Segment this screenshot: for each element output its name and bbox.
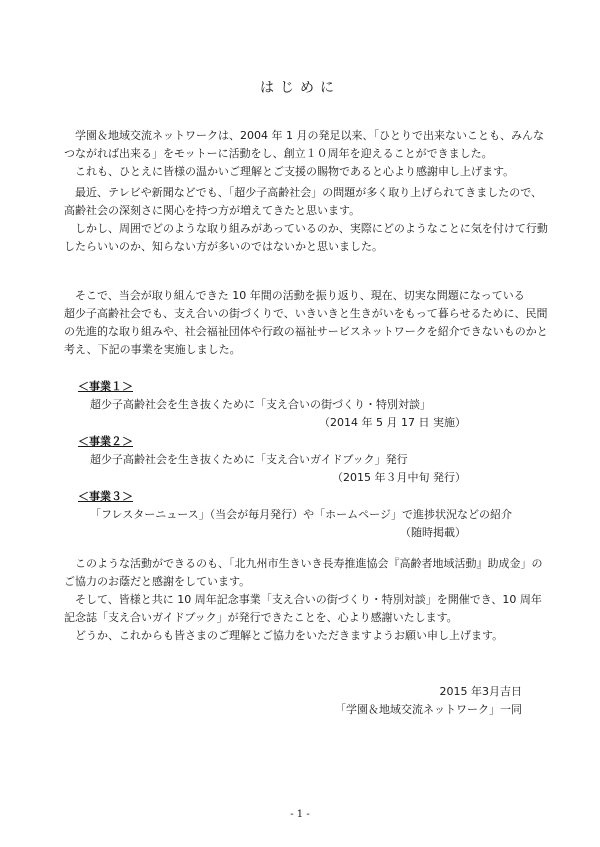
project-item: [78, 378, 538, 432]
project-description: 超少子高齢社会を生き抜くために「支え合いガイドブック」発行: [90, 453, 408, 466]
text-line: 高齢社会の深刻さに関心を持つ方が増えてきたと思います。: [64, 204, 361, 217]
text-line: つながれば出来る」をモットーに活動をし、創立１０周年を迎えることができました。: [64, 147, 493, 160]
text-line: 超少子高齢社会でも、支え合いの街づくりで、いきいきと生きがいをもって暮らせるために、民間: [64, 307, 548, 320]
text-line: このような活動ができるのも、「北九州市生きいき長寿推進協会『高齢者地域活動』助成金」の: [64, 557, 543, 570]
text-line: ご協力のお蔭だと感謝をしています。: [64, 575, 251, 588]
text-line: これも、ひとえに皆様の温かいご理解とご支援の賜物であると心より感謝申し上げます。: [64, 165, 515, 178]
project-note: （2014 年 5 月 17 日 実施）: [319, 416, 466, 429]
text-line: 最近、テレビや新聞などでも、「超少子高齢社会」の問題が多く取り上げられてきましたので、: [64, 186, 543, 199]
project-description: 超少子高齢社会を生き抜くために「支え合いの街づくり・特別対談」: [90, 398, 431, 411]
project-heading: ＜事業１＞: [78, 380, 133, 393]
text-line: しかし、周囲でどのような取り組みがあっているのか、実際にどのようなことに気を付けて行動: [64, 222, 548, 235]
page-title: はじめに: [260, 80, 340, 96]
project-note: （随時掲載）: [400, 526, 466, 539]
text-line: したらいいのか、知らない方が多いのではないかと思いました。: [64, 240, 383, 253]
background-paragraph: [64, 184, 548, 256]
signature-organization: 「学園＆地域交流ネットワーク」一同: [335, 703, 522, 716]
closing-paragraph: [64, 555, 543, 645]
text-line: 記念誌「支え合いガイドブック」が発行できたことを、心より感謝いたします。: [64, 611, 458, 624]
project-item: [78, 488, 538, 542]
project-note: （2015 年３月中旬 発行）: [332, 471, 466, 484]
project-heading: ＜事業３＞: [78, 490, 133, 503]
text-line: 学園＆地域交流ネットワークは、2004 年 1 月の発足以来、「ひとりで出来ないことも、みんな: [64, 129, 544, 142]
text-line: の先進的な取り組みや、社会福祉団体や行政の福祉サービスネットワークを紹介できないものかと: [64, 325, 548, 338]
signature-date: 2015 年3月吉日: [439, 685, 522, 698]
purpose-paragraph: [64, 287, 548, 359]
project-item: [78, 433, 538, 487]
page-number: - 1 -: [290, 809, 310, 820]
text-line: そこで、当会が取り組んできた 10 年間の活動を振り返り、現在、切実な問題になっている: [64, 289, 525, 302]
intro-paragraph: [64, 127, 544, 181]
project-description: 「フレスターニュース」（当会が毎月発行）や「ホームページ」で進捗状況などの紹介: [90, 508, 512, 521]
text-line: 考え、下記の事業を実施しました。: [64, 343, 241, 356]
project-heading: ＜事業２＞: [78, 435, 133, 448]
project-list: [78, 378, 538, 543]
text-line: どうか、これからも皆さまのご理解とご協力をいただきますようお願い申し上げます。: [64, 629, 504, 642]
text-line: そして、皆様と共に 10 周年記念事業「支え合いの街づくり・特別対談」を開催でき、10 周年: [64, 593, 542, 606]
signature-block: [335, 683, 522, 719]
